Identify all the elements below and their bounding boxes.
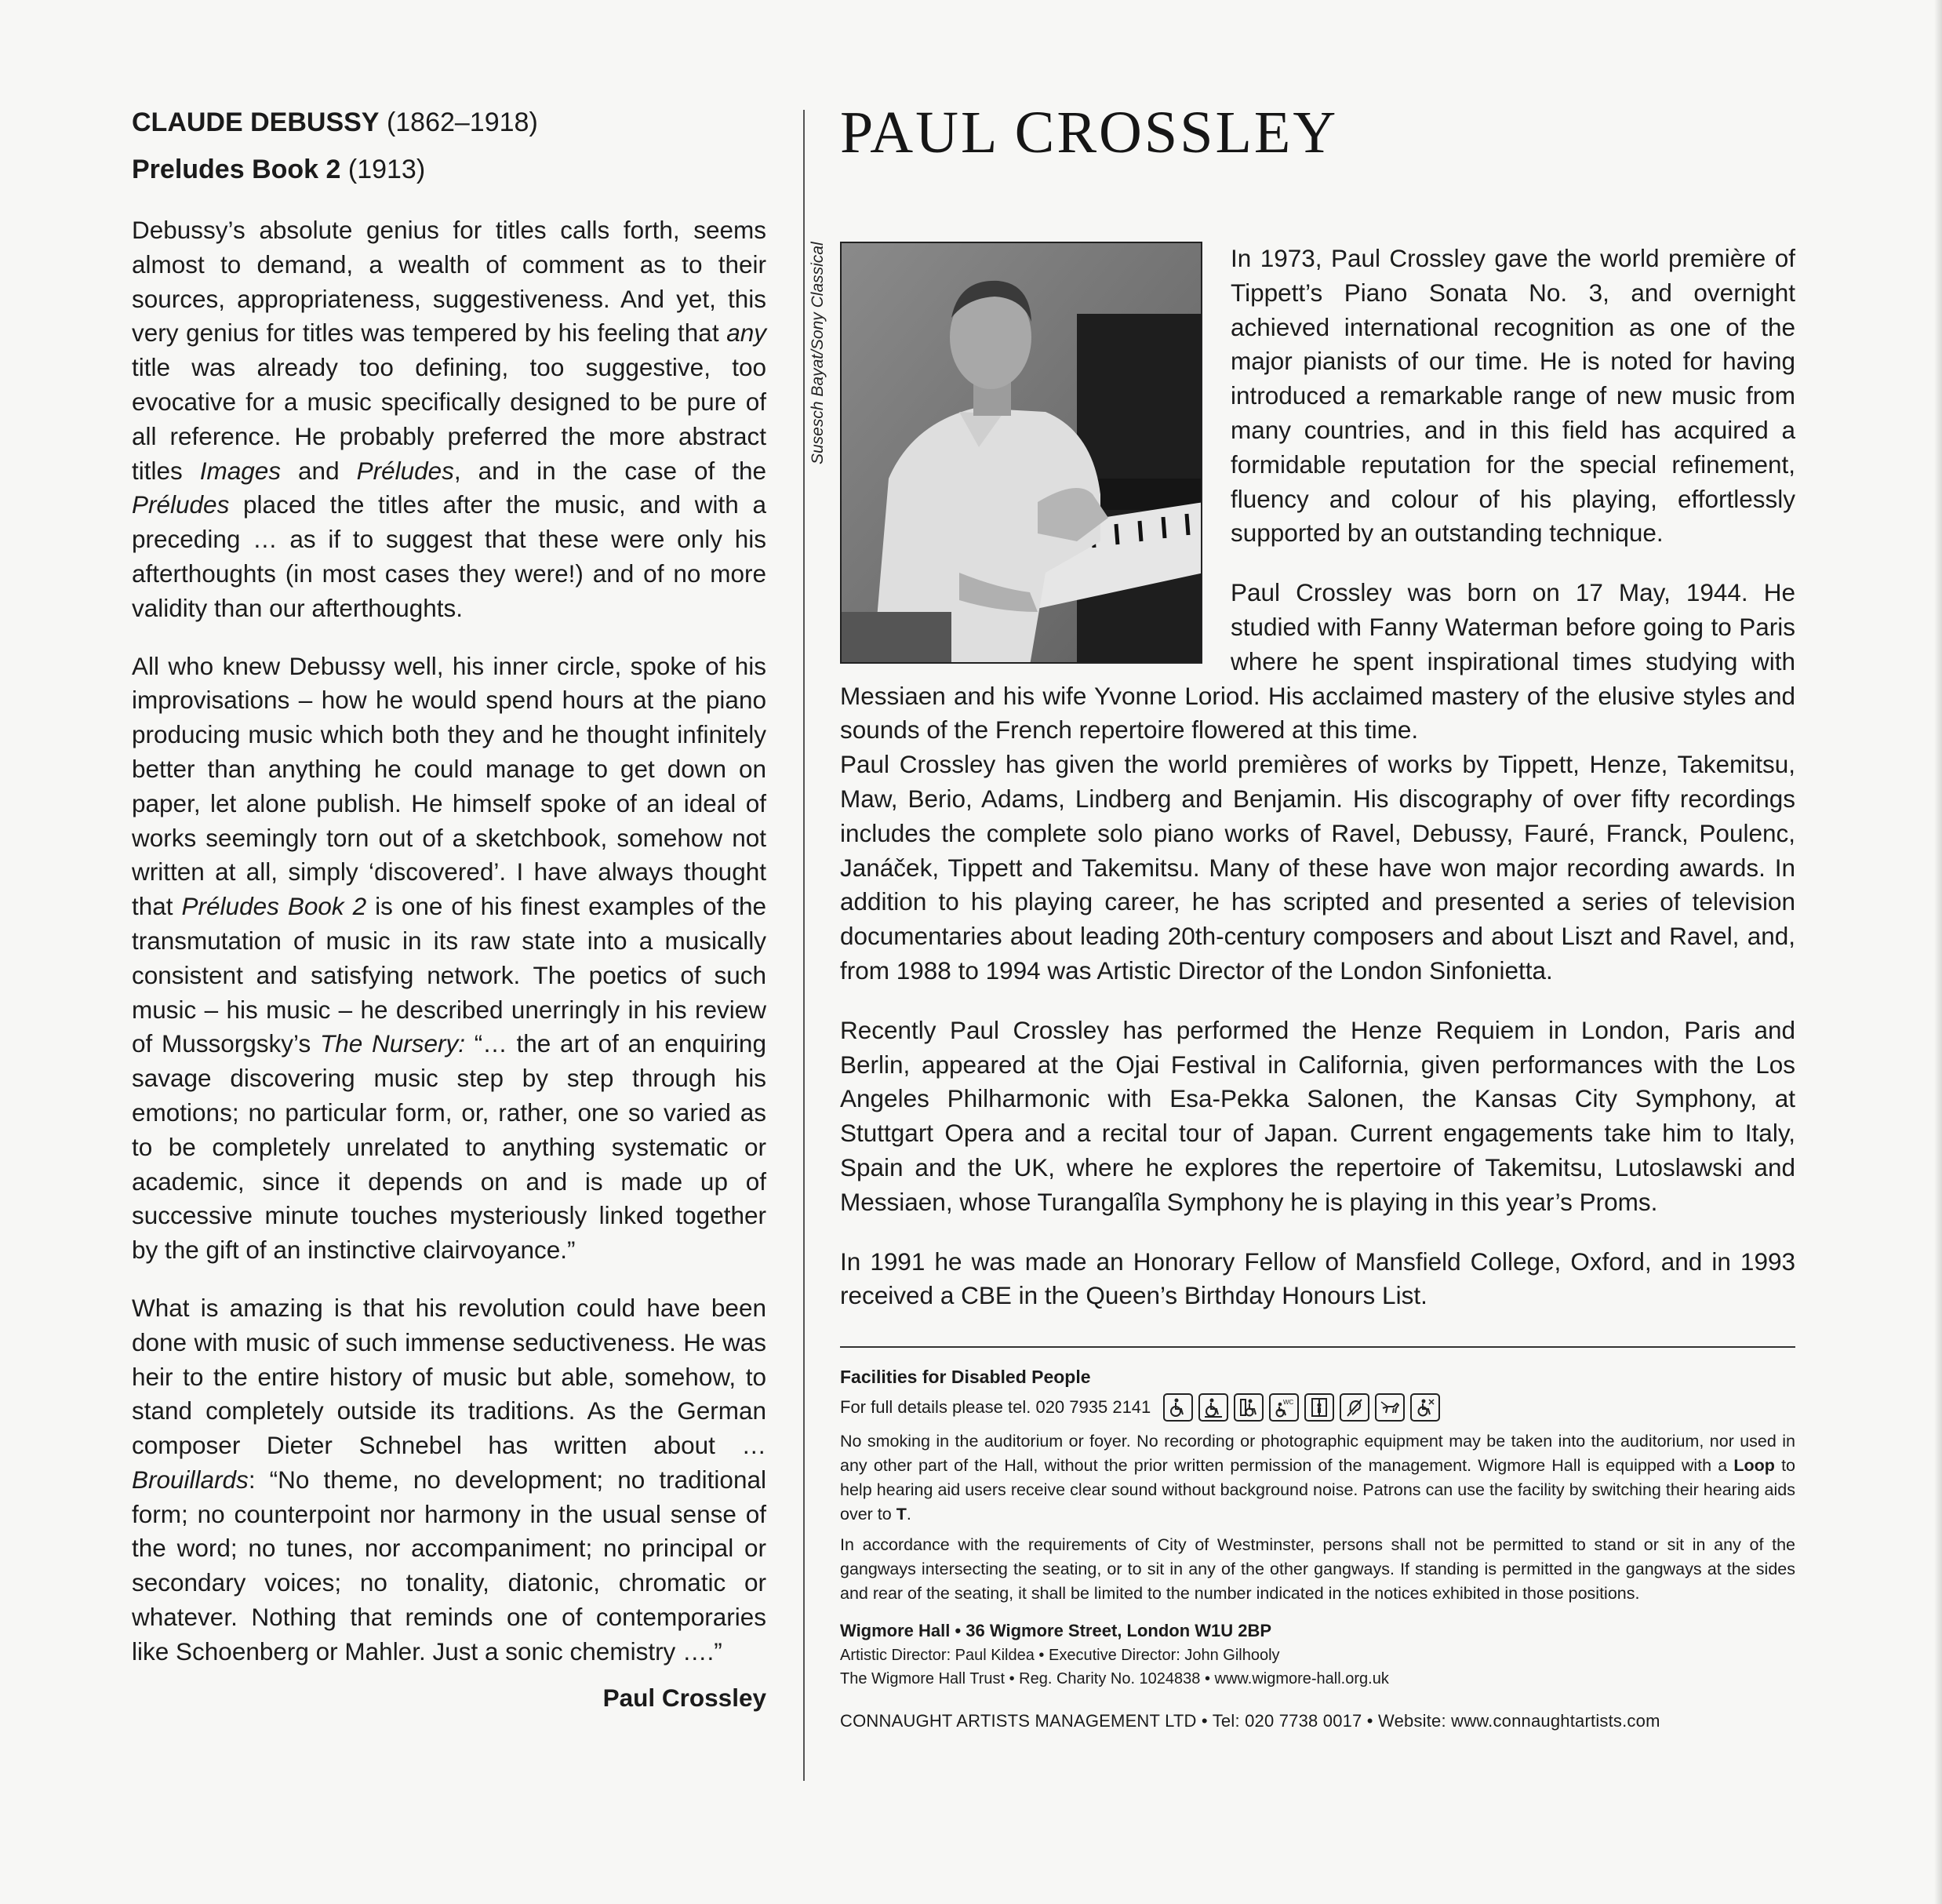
note-paragraph-2: All who knew Debussy well, his inner circle, spoke of his improvisations – how he would spend hours at the piano producing music which both they and he thought infinitely better than anything he could manage to get down on paper, let alone publish. He himself spoke of an ideal of works seemingly torn out of a sketchbook, somehow not written at all, simply ‘discovered’. I have always thought that Préludes Book 2 is one of his finest examples of the transmutation of music in its raw state into a musically consistent and satisfying network. The poetics of such music – his music – he described unerringly in his review of Mussorgsky’s The Nursery: “… the art of an enquiring savage discovering music step by step through his emotions; no particular form, or, rather, one so varied as to be completely unrelated to anything systematic or academic, since it depends on and is made up of successive minute touches mysteriously linked together by the gift of an instinctive clairvoyance.” [132, 651, 766, 1265]
composer-name: CLAUDE DEBUSSY [132, 107, 380, 137]
programme-note-column [132, 105, 766, 1715]
wheelchair-icon [1163, 1393, 1193, 1422]
hall-address: Wigmore Hall • 36 Wigmore Street, London W1U 2BP [840, 1621, 1272, 1641]
biography-column [809, 100, 1796, 1731]
biography-body [809, 242, 1795, 1313]
accessible-wc-icon [1269, 1393, 1299, 1422]
note-paragraph-1: Debussy’s absolute genius for titles calls forth, seems almost to demand, a wealth of comment as to their sources, appropriateness, suggestiveness. And yet, this very genius for titles was tempered by his feeling that any title was already too defining, too suggestive, too evocative for a music specifically designed to be pure of all reference. He probably preferred the more abstract titles Images and Préludes, and in the case of the Préludes placed the titles after the music, and with a preceding … as if to suggest that these were only his afterthoughts (in most cases they were!) and of no more validity than our afterthoughts. [132, 216, 766, 622]
page-edge-shadow [1934, 0, 1942, 1904]
lift-icon [1304, 1393, 1334, 1422]
recording-loop-notice: No smoking in the auditorium or foyer. No recording or photographic equipment may be taken into the auditorium, nor used in any other part of the Hall, without the prior written permission of the management. Wigmore Hall is equipped with a Loop to help hearing aid users receive clear sound without background noise. Patrons can use the facility by switching their hearing aids over to T. [840, 1432, 1796, 1524]
svg-text:WC: WC [1283, 1399, 1294, 1407]
wheelchair-access-icon [1198, 1393, 1228, 1422]
gangway-notice: In accordance with the requirements of City of Westminster, persons shall not be permitted to stand or sit in any of the gangways intersecting the seating, or to sit in any of the other gangways. If standing is permitted in the gangways at the sides and rear of the seating, it shall be limited to the number indicated in the notices exhibited in those positions. [840, 1535, 1795, 1604]
composer-dates: (1862–1918) [386, 107, 538, 137]
guide-dog-icon [1375, 1393, 1405, 1422]
bio-paragraph-3: Paul Crossley has given the world premières of works by Tippett, Henze, Takemitsu, Maw, Berio, Adams, Lindberg and Benjamin. His discography of over fifty recordings includes the complete solo piano works of Ravel, Debussy, Fauré, Franck, Poulenc, Janáček, Tippett and Takemitsu. Many of these have won major recording awards. In addition to his playing career, he has scripted and presented a series of television documentaries about leading 20th-century composers and about Liszt and Ravel, and, from 1988 to 1994 was Artistic Director of the London Sinfonietta. [840, 750, 1795, 985]
work-heading [132, 152, 766, 187]
hall-trust-info: The Wigmore Hall Trust • Reg. Charity No. 1024838 • www.wigmore-hall.org.uk [840, 1670, 1389, 1688]
pianist-photo-image [842, 243, 1202, 664]
work-year: (1913) [347, 155, 426, 184]
accessible-seating-icon [1234, 1393, 1264, 1422]
management-contact: CONNAUGHT ARTISTS MANAGEMENT LTD • Tel: 020 7738 0017 • Website: www.connaughtartists.com [840, 1711, 1660, 1731]
photo-credit: Susesch Bayat/Sony Classical [809, 242, 827, 464]
author-signature: Paul Crossley [602, 1683, 766, 1712]
bio-paragraph-5: In 1991 he was made an Honorary Fellow of Mansfield College, Oxford, and in 1993 received a CBE in the Queen’s Birthday Honours List. [840, 1247, 1795, 1310]
facility-icons [1163, 1393, 1440, 1422]
footer-rule [840, 1346, 1795, 1348]
hall-directors: Artistic Director: Paul Kildea • Executive Director: John Gilhooly [840, 1647, 1280, 1665]
bio-paragraph-4: Recently Paul Crossley has performed the Henze Requiem in London, Paris and Berlin, appeared at the Ojai Festival in California, given performances with the Los Angeles Philharmonic with Esa-Pekka Salonen, the Kansas City Symphony, at Stuttgart Opera and a recital tour of Japan. Current engagements take him to Italy, Spain and the UK, where he explores the repertoire of Takemitsu, Lutoslawski and Messiaen, whose Turangalîla Symphony he is playing in this year’s Proms. [840, 1015, 1795, 1216]
facilities-phone: For full details please tel. 020 7935 2141 [840, 1397, 1151, 1418]
composer-heading [132, 105, 766, 140]
artist-name-title: PAUL CROSSLEY [840, 100, 1339, 166]
artist-photo [840, 242, 1202, 664]
bio-paragraph-2: Paul Crossley was born on 17 May, 1944. He studied with Fanny Waterman before going to Paris where he spent inspirational times studying with Messiaen and his wife Yvonne Loriod. His acclaimed mastery of the elusive styles and sounds of the French repertoire flowered at this time. [840, 578, 1795, 744]
wheelchair-space-icon [1410, 1393, 1440, 1422]
bio-paragraph-1: In 1973, Paul Crossley gave the world première of Tippett’s Piano Sonata No. 3, and overnight achieved international recognition as one of the major pianists of our time. He is noted for having introduced a remarkable range of new music from many countries, and in this field has acquired a formidable reputation for the special refinement, fluency and colour of his playing, effortlessly supported by an outstanding technique. [1231, 244, 1795, 548]
facilities-title: Facilities for Disabled People [840, 1367, 1091, 1388]
work-title: Preludes Book 2 [132, 155, 341, 184]
column-divider [803, 110, 805, 1781]
facilities-line [840, 1393, 1795, 1422]
hearing-loop-icon [1340, 1393, 1369, 1422]
note-paragraph-3: What is amazing is that his revolution could have been done with music of such immense seductiveness. He was heir to the entire history of music but able, somehow, to stand completely outside its traditions. As the German composer Dieter Schnebel has written about … Brouillards: “No theme, no development; no traditional form; no counterpoint nor harmony in the usual sense of the word; no tunes, nor accompaniment; no principal or secondary voices; no tonality, diatonic, chromatic or whatever. Nothing that reminds one of contemporaries like Schoenberg or Mahler. Just a sonic chemistry ….” [132, 1293, 766, 1666]
